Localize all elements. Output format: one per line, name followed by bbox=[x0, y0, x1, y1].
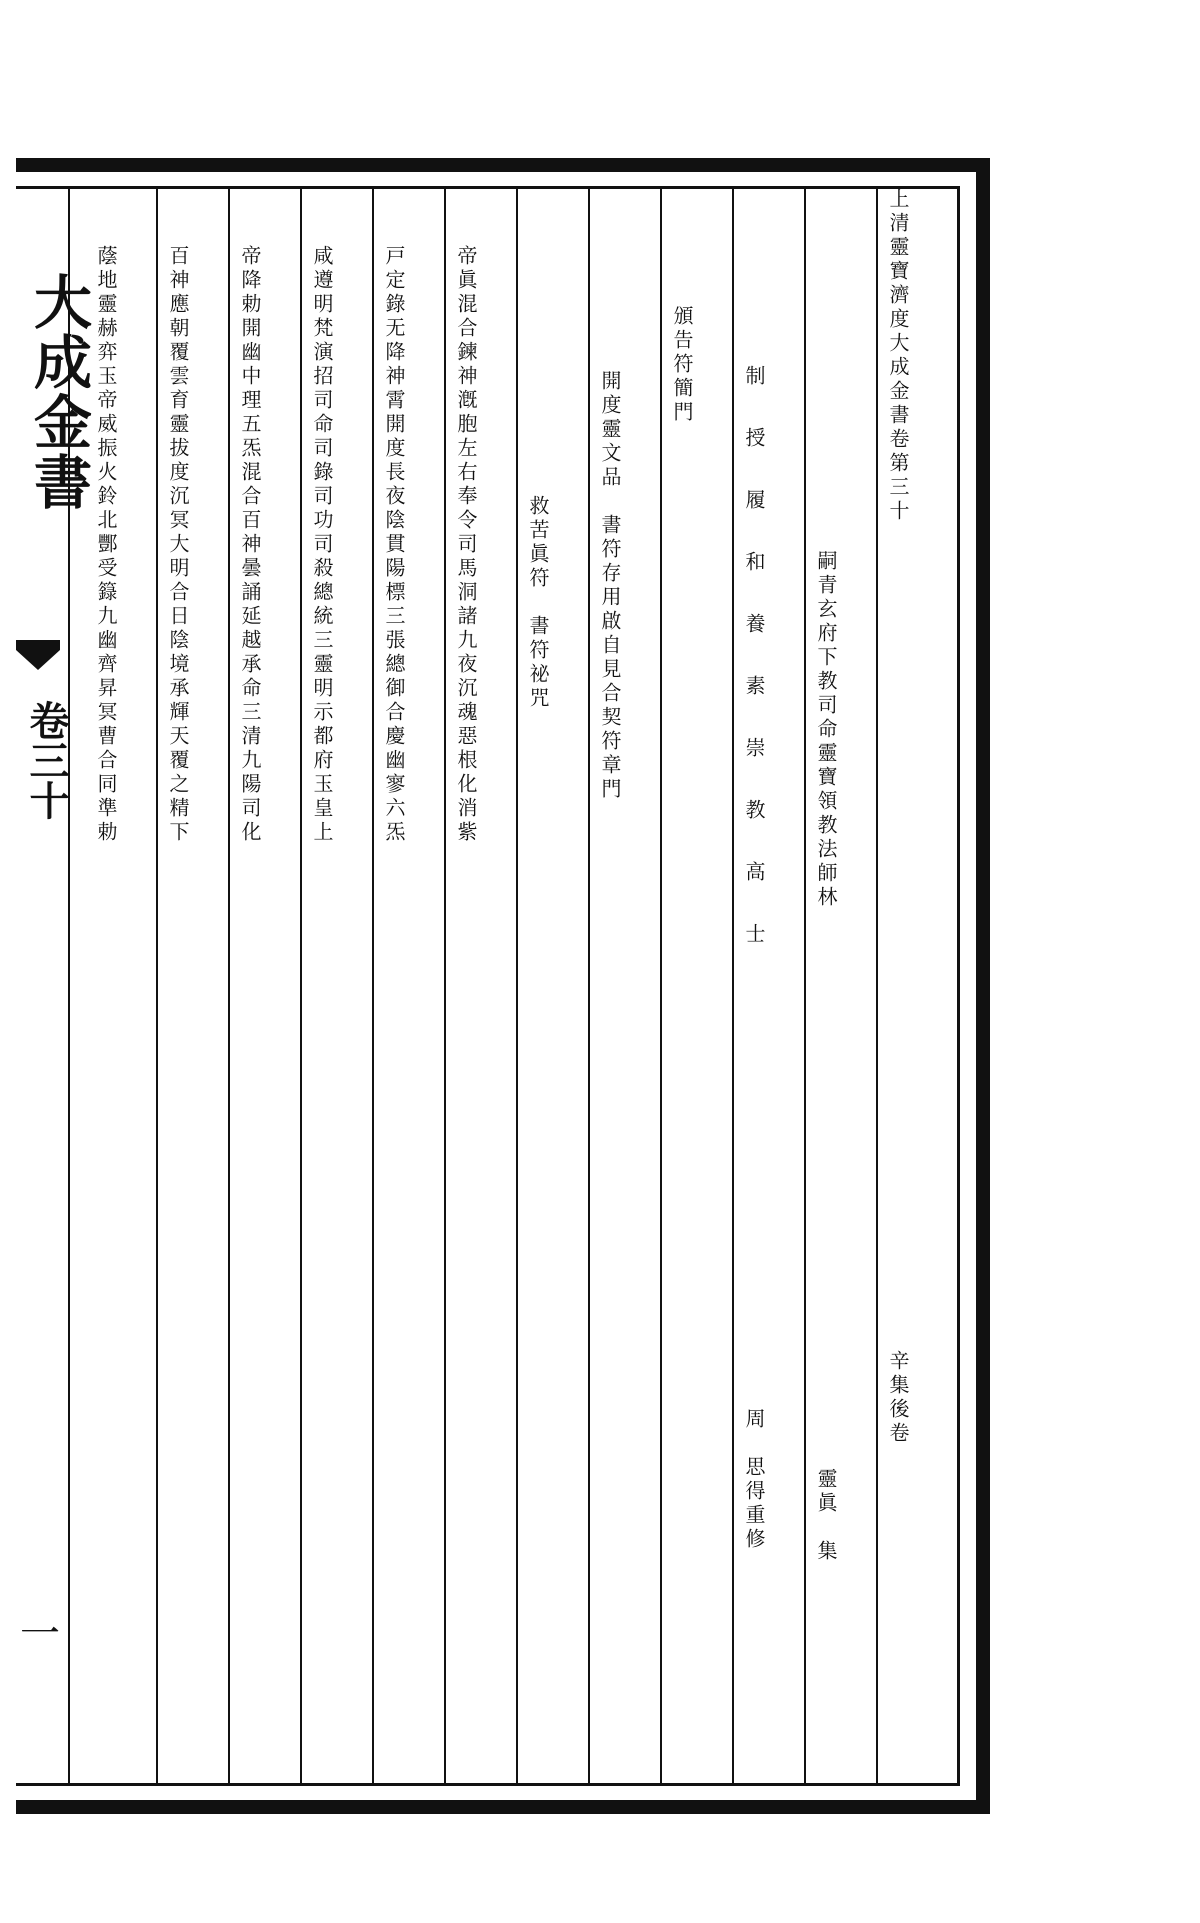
body-line-5 bbox=[168, 245, 188, 1923]
section-heading-2-text: 開度靈文品 書符存用啟自見合契符章門 bbox=[598, 370, 622, 802]
book-title: 上清靈寶濟度大成金書卷第三十 bbox=[886, 188, 910, 524]
compiler-line: 嗣青玄府下教司命靈寶領教法師林 bbox=[814, 550, 838, 910]
body-line-4 bbox=[240, 245, 260, 1923]
fishtail-mark-icon bbox=[16, 640, 60, 680]
column-rule bbox=[300, 186, 302, 1786]
body-line-text: 帝降勅開幽中理五炁混合百神曇誦延越承命三清九陽司化 bbox=[238, 245, 262, 845]
body-line-6 bbox=[96, 245, 116, 1923]
body-line-text: 帝眞混合鍊神漑胞左右奉令司馬洞諸九夜沉魂惡根化消紫 bbox=[454, 245, 478, 845]
body-line-1 bbox=[456, 245, 476, 1923]
body-line-text: 蔭地靈赫弈玉帝威振火鈴北酆受籙九幽齊昇冥曹合同準勅 bbox=[94, 245, 118, 845]
section-heading-1-text: 頒告符簡門 bbox=[670, 305, 694, 425]
body-line-text: 咸遵明梵演招司命司錄司功司殺總統三靈明示都府玉皇上 bbox=[310, 245, 334, 845]
body-line-text: 百神應朝覆雲育靈拔度沉冥大明合日陰境承輝天覆之精下 bbox=[166, 245, 190, 845]
section-heading-3 bbox=[528, 495, 548, 1923]
page-number: 一 bbox=[20, 1611, 60, 1657]
compiler-name-text: 靈眞 集 bbox=[814, 1468, 838, 1564]
section-heading-1 bbox=[672, 305, 692, 1923]
title-subscript bbox=[888, 1350, 908, 1923]
section-heading-3-text: 救苦眞符 書符祕咒 bbox=[526, 495, 550, 711]
reviser-name bbox=[744, 1408, 764, 1923]
body-line-3 bbox=[312, 245, 332, 1923]
section-heading-2 bbox=[600, 370, 620, 1923]
reviser-line: 制授履和養素崇教高士 bbox=[742, 365, 766, 985]
column-rule bbox=[228, 186, 230, 1786]
column-rule bbox=[732, 186, 734, 1786]
column-rule bbox=[660, 186, 662, 1786]
column-rule bbox=[372, 186, 374, 1786]
column-rule bbox=[588, 186, 590, 1786]
collection-label: 辛集後卷 bbox=[886, 1350, 910, 1446]
column-rule bbox=[876, 186, 878, 1786]
column-rule bbox=[444, 186, 446, 1786]
column-rule bbox=[516, 186, 518, 1786]
center-fold-strip bbox=[16, 186, 92, 1786]
body-line-text: 戸定錄无降神霄開度長夜陰貫陽標三張總御合慶幽寥六炁 bbox=[382, 245, 406, 845]
volume-strip: 卷三十 bbox=[23, 700, 70, 820]
reviser-name-text: 周 思得重修 bbox=[742, 1408, 766, 1552]
compiler-name bbox=[816, 1468, 836, 1923]
column-rule bbox=[156, 186, 158, 1786]
book-title-strip: 大成金書 bbox=[24, 272, 92, 512]
body-line-2 bbox=[384, 245, 404, 1923]
column-rule bbox=[804, 186, 806, 1786]
